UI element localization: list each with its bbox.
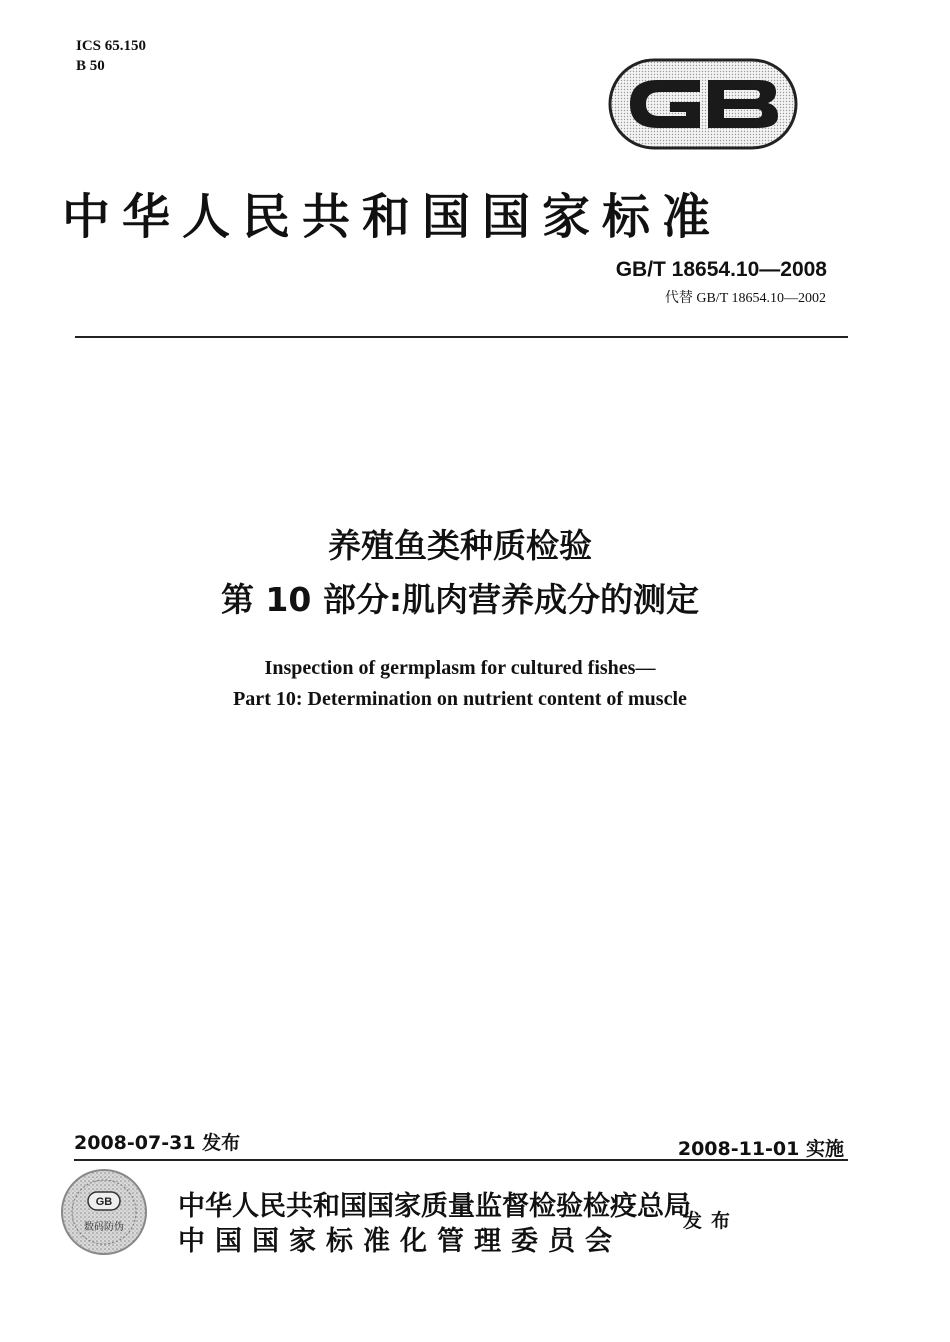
- seal-text: 数码防伪: [84, 1222, 124, 1233]
- publisher-line-1: 中华人民共和国国家质量监督检验检疫总局: [178, 1191, 691, 1222]
- chinese-title-line-2: 第 10 部分:肌肉营养成分的测定: [220, 580, 700, 619]
- ccs-code: B 50: [76, 58, 105, 74]
- svg-text:GB: GB: [95, 1196, 113, 1208]
- chinese-title-line-1: 养殖鱼类种质检验: [328, 526, 592, 565]
- english-title-line-1: Inspection of germplasm for cultured fishes—: [264, 657, 656, 679]
- gb-logo-icon: [608, 58, 798, 150]
- publisher-line-2: 中国国家标准化管理委员会: [178, 1226, 622, 1257]
- standard-number: GB/T 18654.10—2008: [615, 258, 827, 281]
- issue-date: 2008-07-31 发布: [74, 1132, 241, 1154]
- english-title-line-2: Part 10: Determination on nutrient content of muscle: [233, 688, 687, 710]
- top-divider: [75, 336, 848, 338]
- anti-counterfeit-seal-icon: [60, 1168, 148, 1256]
- publish-label: 发布: [683, 1210, 740, 1232]
- implementation-date: 2008-11-01 实施: [677, 1138, 844, 1160]
- national-standard-heading: 中华人民共和国国家标准: [62, 189, 723, 245]
- ics-code: ICS 65.150: [76, 38, 147, 54]
- replaces-standard: 代替 GB/T 18654.10—2002: [664, 291, 826, 306]
- classification-block: [76, 36, 146, 76]
- bottom-divider: [74, 1159, 848, 1161]
